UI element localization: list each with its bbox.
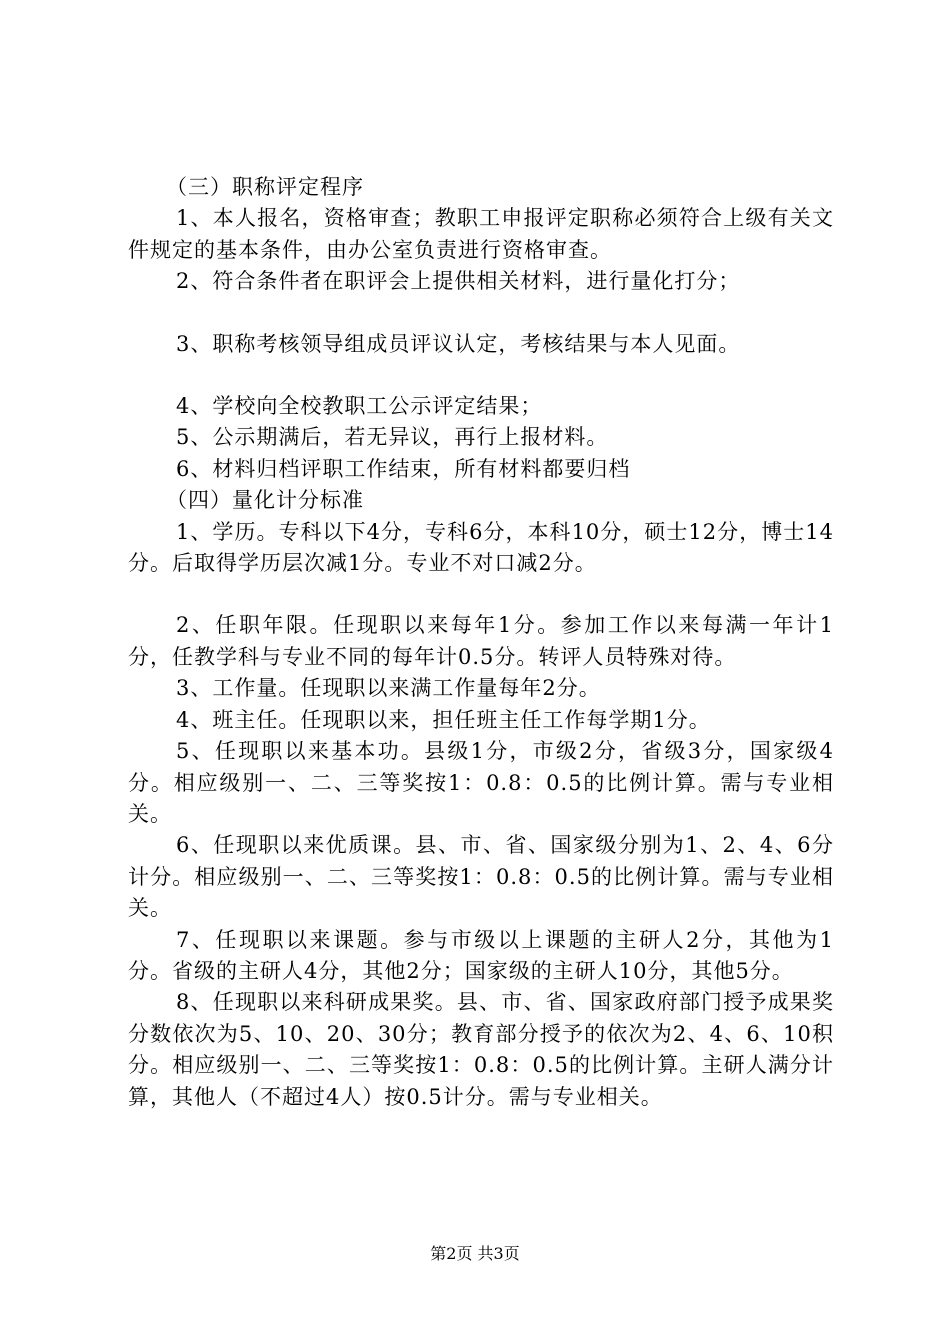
section-heading-scoring: （四）量化计分标准 bbox=[166, 488, 364, 513]
document-body bbox=[128, 172, 834, 1113]
paragraph: 3、职称考核领导组成员评议认定，考核结果与本人见面。 bbox=[176, 331, 741, 356]
paragraph: 4、学校向全校教职工公示评定结果； bbox=[176, 394, 543, 419]
paragraph: 5、公示期满后，若无异议，再行上报材料。 bbox=[176, 425, 609, 450]
paragraph: 6、材料归档评职工作结束，所有材料都要归档 bbox=[176, 456, 631, 481]
blank-line bbox=[128, 579, 834, 610]
paragraph: 8、任现职以来科研成果奖。县、市、省、国家政府部门授予成果奖分数依次为5、10、20、30分；教育部分授予的依次为2、4、6、10积分。相应级别一、二、三等奖按1：0.8：0.5的比例计算。主研人满分计算，其他人（不超过4人）按0.5计分。需与专业相关。 bbox=[128, 990, 834, 1109]
blank-line bbox=[128, 360, 834, 391]
paragraph: 6、任现职以来优质课。县、市、省、国家级分别为1、2、4、6分计分。相应级别一、二、三等奖按1：0.8：0.5的比例计算。需与专业相关。 bbox=[128, 833, 834, 921]
paragraph: 3、工作量。任现职以来满工作量每年2分。 bbox=[176, 676, 601, 701]
section-heading-procedure: （三）职称评定程序 bbox=[166, 175, 364, 199]
blank-line bbox=[128, 298, 834, 329]
paragraph: 1、学历。专科以下4分，专科6分，本科10分，硕士12分，博士14分。后取得学历层次减1分。专业不对口减2分。 bbox=[128, 519, 834, 576]
paragraph: 1、本人报名，资格审查；教职工申报评定职称必须符合上级有关文件规定的基本条件，由办公室负责进行资格审查。 bbox=[128, 206, 834, 262]
paragraph: 2、符合条件者在职评会上提供相关材料，进行量化打分； bbox=[176, 269, 741, 294]
page-number-footer: 第2页 共3页 bbox=[430, 1244, 520, 1263]
paragraph: 2、任职年限。任现职以来每年1分。参加工作以来每满一年计1分，任教学科与专业不同的每年计0.5分。转评人员特殊对待。 bbox=[128, 613, 834, 669]
paragraph: 4、班主任。任现职以来，担任班主任工作每学期1分。 bbox=[176, 707, 711, 732]
paragraph: 7、任现职以来课题。参与市级以上课题的主研人2分，其他为1分。省级的主研人4分，其他2分；国家级的主研人10分，其他5分。 bbox=[128, 927, 834, 983]
paragraph: 5、任现职以来基本功。县级1分，市级2分，省级3分，国家级4分。相应级别一、二、三等奖按1：0.8：0.5的比例计算。需与专业相关。 bbox=[128, 739, 834, 826]
